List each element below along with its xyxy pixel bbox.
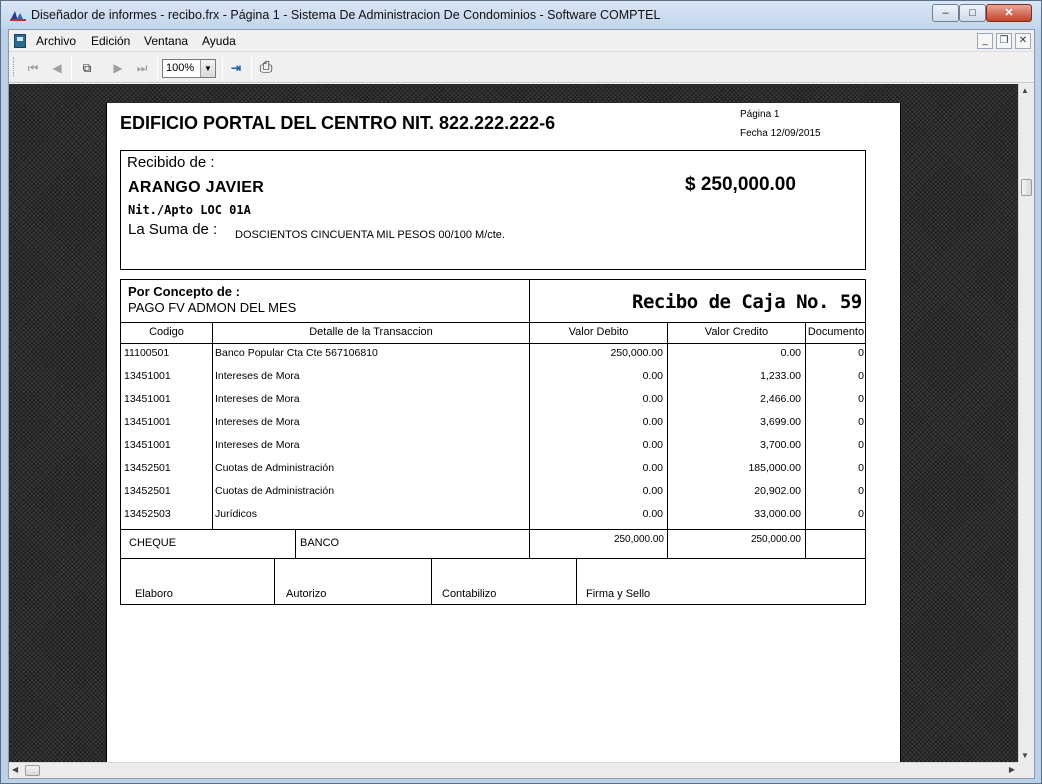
title-bar[interactable]: [1, 1, 1041, 29]
divider: [120, 529, 866, 530]
received-from-label: Recibido de :: [127, 154, 215, 171]
concept-value: PAGO FV ADMON DEL MES: [128, 300, 297, 315]
child-minimize-button[interactable]: _: [977, 33, 993, 49]
scroll-left-icon[interactable]: ◀: [12, 765, 19, 774]
previous-page-icon[interactable]: ◀: [52, 61, 62, 75]
report-preview-area[interactable]: [9, 84, 1018, 762]
divider: [120, 343, 866, 344]
chevron-down-icon[interactable]: ▼: [200, 60, 215, 77]
cell-detalle: Intereses de Mora: [215, 439, 300, 451]
column-header-codigo: Codigo: [149, 326, 184, 338]
signature-elaboro: Elaboro: [135, 588, 173, 600]
report-page: [106, 103, 901, 762]
cell-documento: 0: [858, 416, 864, 428]
cell-debito: 0.00: [642, 485, 663, 497]
cell-detalle: Cuotas de Administración: [215, 485, 335, 497]
divider: [120, 558, 866, 559]
cell-codigo: 13452501: [124, 462, 171, 474]
total-amount: $ 250,000.00: [685, 174, 796, 195]
cell-documento: 0: [858, 508, 864, 520]
cell-codigo: 13451001: [124, 416, 171, 428]
divider: [295, 529, 296, 559]
column-header-credito: Valor Credito: [704, 326, 769, 338]
cell-credito: 3,700.00: [760, 439, 801, 451]
vertical-scroll-thumb[interactable]: [1021, 179, 1032, 196]
signature-contabilizo: Contabilizo: [442, 588, 497, 600]
toolbar-separator: [251, 57, 252, 79]
cell-debito: 0.00: [642, 393, 663, 405]
cell-codigo: 13452501: [124, 485, 171, 497]
scroll-right-icon[interactable]: ▶: [1008, 765, 1015, 774]
toolbar-grip[interactable]: [13, 57, 16, 77]
total-credito: 250,000.00: [750, 534, 801, 545]
signature-firma-sello: Firma y Sello: [586, 588, 651, 600]
cell-debito: 0.00: [642, 416, 663, 428]
cell-codigo: 13451001: [124, 439, 171, 451]
scroll-down-icon[interactable]: ▼: [1021, 751, 1029, 760]
cell-codigo: 13452503: [124, 508, 171, 520]
divider: [529, 279, 530, 559]
minimize-button[interactable]: ‒: [932, 4, 959, 22]
page-number: Página 1: [740, 109, 780, 120]
zoom-value: 100%: [166, 62, 195, 74]
menu-ventana[interactable]: Ventana: [144, 34, 189, 48]
next-page-icon[interactable]: ▶: [113, 61, 123, 75]
cell-documento: 0: [858, 370, 864, 382]
toolbar-separator: [222, 57, 223, 79]
cell-credito: 185,000.00: [748, 462, 801, 474]
cell-credito: 20,902.00: [754, 485, 801, 497]
sum-label: La Suma de :: [128, 221, 218, 238]
cell-debito: 0.00: [642, 439, 663, 451]
payment-banco: BANCO: [300, 537, 340, 549]
company-title: EDIFICIO PORTAL DEL CENTRO NIT. 822.222.222-6: [120, 113, 556, 133]
toolbar-separator: [157, 57, 158, 79]
cell-debito: 250,000.00: [610, 347, 663, 359]
cell-credito: 1,233.00: [760, 370, 801, 382]
payer-name: ARANGO JAVIER: [128, 179, 265, 196]
cell-detalle: Intereses de Mora: [215, 393, 300, 405]
exit-icon[interactable]: ⇥: [230, 61, 242, 75]
cell-credito: 33,000.00: [754, 508, 801, 520]
signature-autorizo: Autorizo: [286, 588, 327, 600]
close-button[interactable]: ✕: [986, 4, 1032, 22]
cell-documento: 0: [858, 485, 864, 497]
divider: [120, 322, 866, 323]
receipt-number: Recibo de Caja No. 59: [632, 291, 862, 313]
cell-documento: 0: [858, 462, 864, 474]
scroll-up-icon[interactable]: ▲: [1021, 86, 1029, 95]
printer-icon[interactable]: ⎙: [259, 59, 273, 76]
column-header-documento: Documento: [807, 326, 865, 338]
child-close-button[interactable]: ✕: [1015, 33, 1031, 49]
document-icon[interactable]: [14, 34, 26, 48]
menu-edicion[interactable]: Edición: [91, 34, 131, 48]
menu-archivo[interactable]: Archivo: [36, 34, 77, 48]
amount-in-words: DOSCIENTOS CINCUENTA MIL PESOS 00/100 M/cte.: [235, 229, 505, 241]
last-page-icon[interactable]: ⏭: [136, 61, 148, 75]
divider: [805, 322, 806, 559]
divider: [431, 558, 432, 605]
report-designer-child-window: [8, 29, 1035, 779]
cell-codigo: 13451001: [124, 370, 171, 382]
first-page-icon[interactable]: ⏮: [27, 61, 39, 75]
cell-debito: 0.00: [642, 508, 663, 520]
child-restore-button[interactable]: ❐: [996, 33, 1012, 49]
maximize-button[interactable]: □: [959, 4, 986, 22]
column-header-detalle: Detalle de la Transaccion: [309, 326, 433, 338]
app-logo-icon: [10, 9, 26, 21]
menu-bar: [9, 30, 1034, 52]
cell-detalle: Intereses de Mora: [215, 370, 300, 382]
toolbar: [9, 52, 1034, 83]
multiple-pages-icon[interactable]: ⧉: [82, 61, 92, 75]
cell-documento: 0: [858, 439, 864, 451]
cell-credito: 2,466.00: [760, 393, 801, 405]
cell-debito: 0.00: [642, 370, 663, 382]
menu-ayuda[interactable]: Ayuda: [202, 34, 236, 48]
window-title: Diseñador de informes - recibo.frx - Página 1 - Sistema De Administracion De Condominios - Software COMPTEL: [31, 8, 661, 22]
zoom-select[interactable]: [162, 59, 216, 78]
cell-detalle: Banco Popular Cta Cte 567106810: [215, 347, 378, 359]
cell-debito: 0.00: [642, 462, 663, 474]
toolbar-separator: [71, 57, 72, 79]
nit-apto: Nit./Apto LOC 01A: [128, 203, 251, 217]
payment-cheque: CHEQUE: [129, 537, 177, 549]
cell-credito: 3,699.00: [760, 416, 801, 428]
divider: [576, 558, 577, 605]
cell-codigo: 11100501: [124, 347, 170, 359]
vertical-scrollbar[interactable]: [1018, 84, 1034, 762]
report-date: Fecha 12/09/2015: [740, 128, 821, 139]
divider: [667, 322, 668, 559]
cell-documento: 0: [858, 393, 864, 405]
cell-detalle: Jurídicos: [215, 508, 258, 520]
cell-credito: 0.00: [780, 347, 801, 359]
column-header-debito: Valor Debito: [568, 326, 629, 338]
cell-documento: 0: [858, 347, 864, 359]
divider: [212, 322, 213, 529]
divider: [274, 558, 275, 605]
resize-grip[interactable]: [1018, 762, 1034, 778]
concept-label: Por Concepto de :: [128, 284, 240, 299]
horizontal-scroll-thumb[interactable]: [25, 765, 40, 776]
cell-codigo: 13451001: [124, 393, 171, 405]
cell-detalle: Cuotas de Administración: [215, 462, 335, 474]
cell-detalle: Intereses de Mora: [215, 416, 300, 428]
total-debito: 250,000.00: [613, 534, 664, 545]
horizontal-scrollbar[interactable]: [9, 762, 1018, 778]
